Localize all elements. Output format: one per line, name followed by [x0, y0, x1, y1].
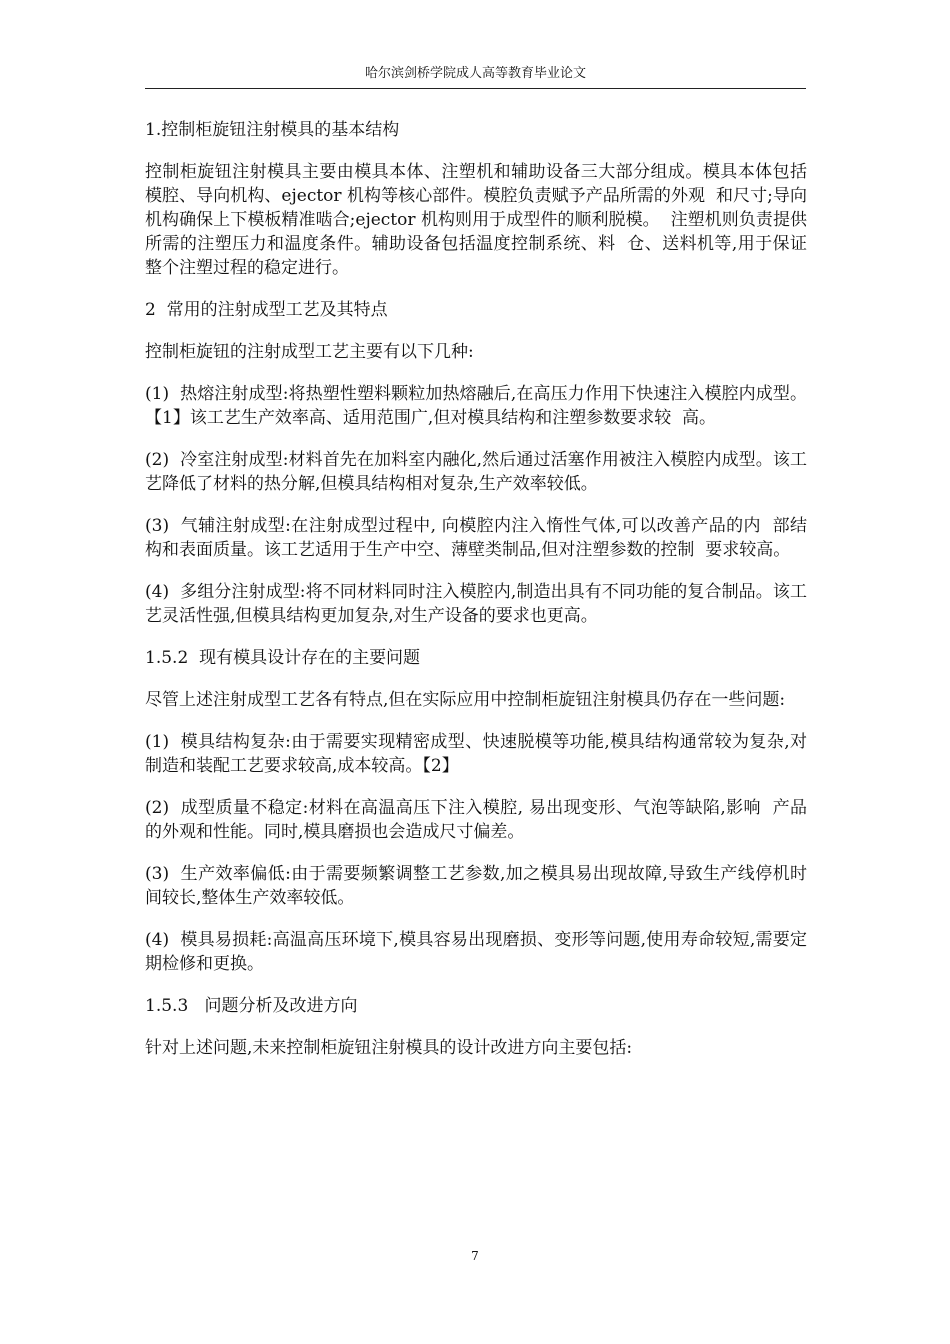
list-item: (1) 模具结构复杂:由于需要实现精密成型、快速脱模等功能,模具结构通常较为复杂,对制造和装配工艺要求较高,成本较高。【2】 [145, 732, 807, 776]
section-heading: 1.5.3 问题分析及改进方向 [145, 996, 358, 1016]
list-item: (4) 多组分注射成型:将不同材料同时注入模腔内,制造出具有不同功能的复合制品。该工艺灵活性强,但模具结构更加复杂,对生产设备的要求也更高。 [145, 582, 807, 626]
body-paragraph: 控制柜旋钮注射模具主要由模具本体、注塑机和辅助设备三大部分组成。模具本体包括模腔、导向机构、ejector 机构等核心部件。模腔负责赋予产品所需的外观 和尺寸;导向机构确保上下模板精准啮合;ejector 机构则用于成型件的顺利脱模。 注塑机则负责提供所需的注塑压力和温度条件。辅助设备包括温度控制系统、料 仓、送料机等,用于保证整个注塑过程的稳定进行。 [145, 162, 807, 278]
list-item: (1) 热熔注射成型:将热塑性塑料颗粒加热熔融后,在高压力作用下快速注入模腔内成型。【1】该工艺生产效率高、适用范围广,但对模具结构和注塑参数要求较 高。 [145, 384, 807, 428]
list-item: (3) 生产效率偏低:由于需要频繁调整工艺参数,加之模具易出现故障,导致生产线停机时间较长,整体生产效率较低。 [145, 864, 807, 908]
page-header [145, 64, 806, 89]
header-title: 哈尔滨剑桥学院成人高等教育毕业论文 [364, 66, 586, 81]
list-item: (3) 气辅注射成型:在注射成型过程中, 向模腔内注入惰性气体,可以改善产品的内 部结构和表面质量。该工艺适用于生产中空、薄壁类制品,但对注塑参数的控制 要求较高。 [145, 516, 807, 560]
body-paragraph: 控制柜旋钮的注射成型工艺主要有以下几种: [145, 342, 474, 362]
section-heading: 1.控制柜旋钮注射模具的基本结构 [145, 120, 400, 140]
document-body [145, 118, 807, 1060]
list-item: (2) 冷室注射成型:材料首先在加料室内融化,然后通过活塞作用被注入模腔内成型。该工艺降低了材料的热分解,但模具结构相对复杂,生产效率较低。 [145, 450, 807, 494]
page-number: 7 [471, 1249, 479, 1263]
section-heading: 2 常用的注射成型工艺及其特点 [145, 300, 388, 320]
page-footer [0, 1249, 950, 1263]
list-item: (4) 模具易损耗:高温高压环境下,模具容易出现磨损、变形等问题,使用寿命较短,需要定期检修和更换。 [145, 930, 807, 974]
section-heading: 1.5.2 现有模具设计存在的主要问题 [145, 648, 421, 668]
list-item: (2) 成型质量不稳定:材料在高温高压下注入模腔, 易出现变形、气泡等缺陷,影响 产品的外观和性能。同时,模具磨损也会造成尺寸偏差。 [145, 798, 807, 842]
body-paragraph: 尽管上述注射成型工艺各有特点,但在实际应用中控制柜旋钮注射模具仍存在一些问题: [145, 690, 786, 710]
body-paragraph: 针对上述问题,未来控制柜旋钮注射模具的设计改进方向主要包括: [145, 1038, 633, 1058]
